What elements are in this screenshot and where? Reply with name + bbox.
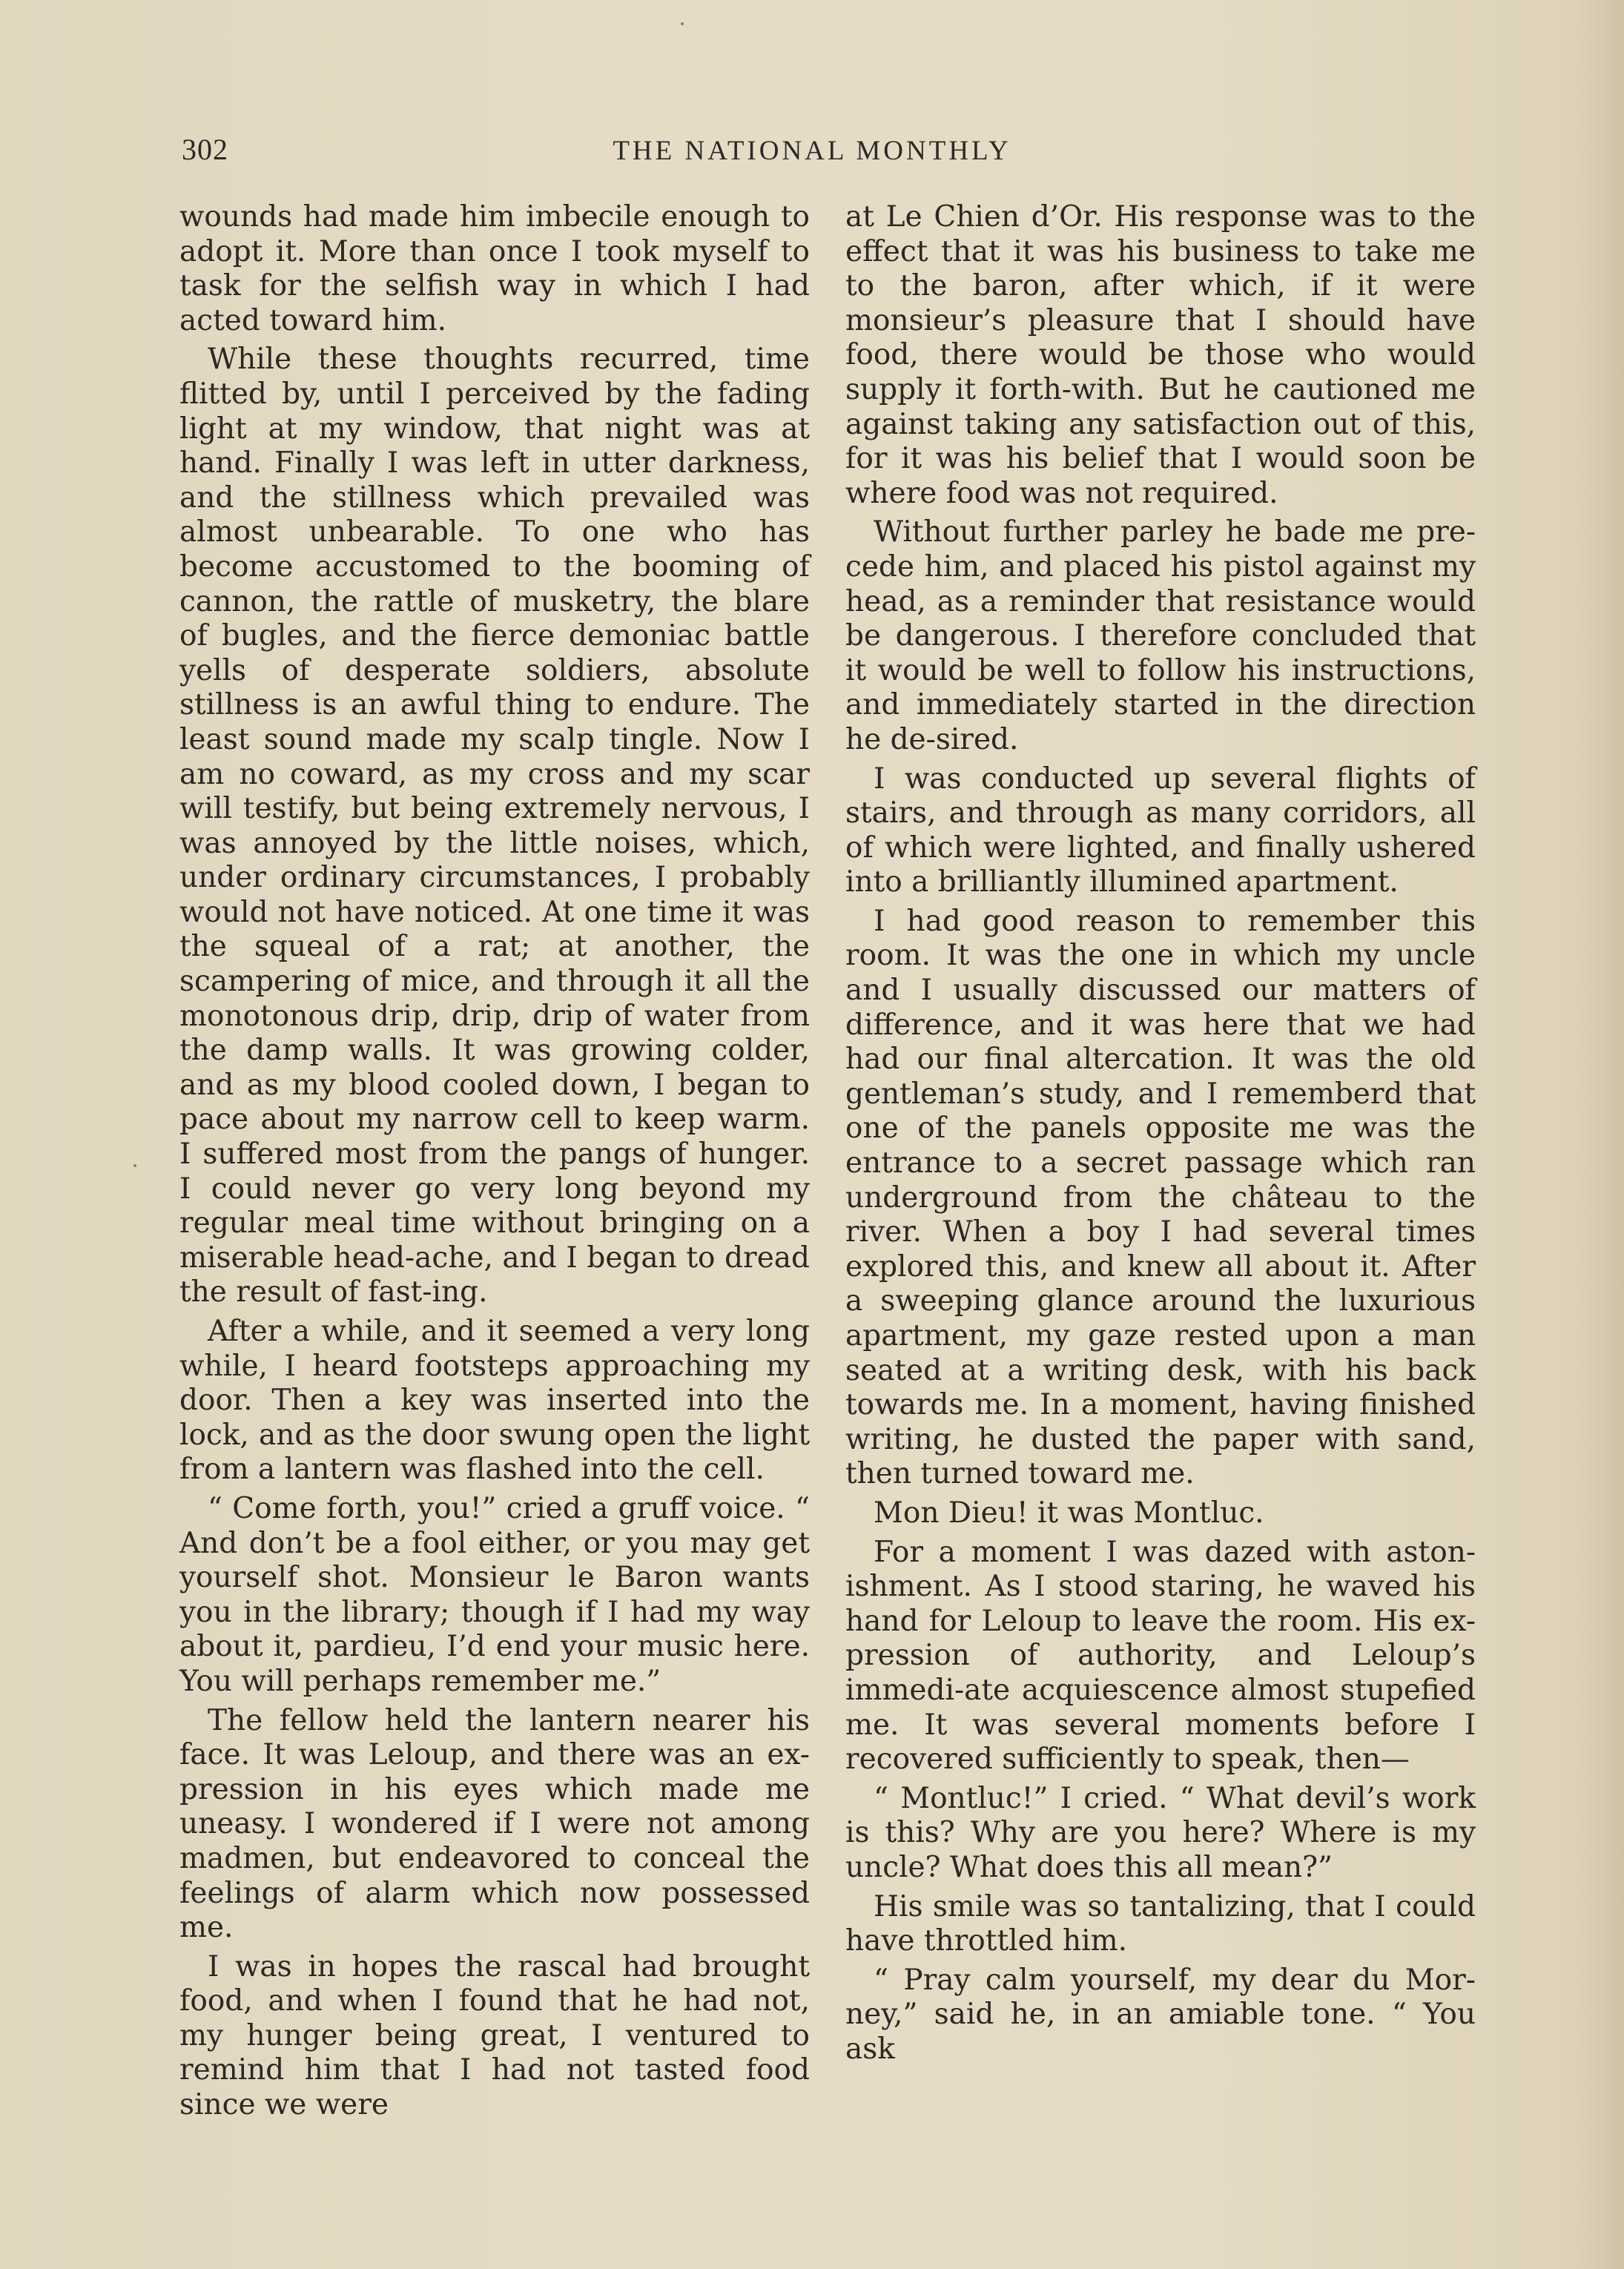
paragraph: at Le Chien d’Or. His response was to the effect that it was his business to take me to the baron, after which, if it were monsieur’s pleasure that I should have food, there would be those who would supply it forth-with. But he cautioned me against taking any satisfaction out of this, for it was his belief that I would soon be where food was not required.: [845, 200, 1476, 510]
paragraph: The fellow held the lantern nearer his face. It was Leloup, and there was an ex-pression in his eyes which made me uneasy. I wondered if I were not among madmen, but endeavored to conceal the feelings of alarm which now possessed me.: [179, 1703, 810, 1945]
right-column: [845, 200, 1476, 2067]
paragraph: Mon Dieu! it was Montluc.: [874, 1496, 1264, 1530]
paragraph: wounds had made him imbecile enough to adopt it. More than once I took myself to task for the selfish way in which I had acted toward him.: [179, 200, 810, 337]
paragraph: I was in hopes the rascal had brought food, and when I found that he had not, my hunger being great, I ventured to remind him that I had not tasted food since we were: [179, 1949, 810, 2122]
paragraph: His smile was so tantalizing, that I could have throttled him.: [845, 1889, 1476, 1958]
paragraph: After a while, and it seemed a very long while, I heard footsteps approaching my door. Then a key was inserted into the lock, and as the door swung open the light from a lantern was flashed into the cell.: [179, 1315, 810, 1487]
paragraph: I was conducted up several flights of stairs, and through as many corridors, all of which were lighted, and finally ushered into a brilliantly illumined apartment.: [845, 762, 1476, 899]
running-head: THE NATIONAL MONTHLY: [613, 136, 1011, 166]
paragraph: Without further parley he bade me pre-cede him, and placed his pistol against my head, as a reminder that resistance would be dangerous. I therefore concluded that it would be well to follow his instructions, and immediately started in the direction he de-sired.: [845, 515, 1476, 756]
paper-speck: [133, 1164, 136, 1167]
paper-speck: [681, 22, 684, 25]
paragraph: For a moment I was dazed with aston-ishment. As I stood staring, he waved his hand for Leloup to leave the room. His ex-pression of authority, and Leloup’s immedi-ate acquiescence almost stupefied me. It was several moments before I recovered sufficiently to speak, then—: [845, 1535, 1476, 1777]
paragraph: “ Pray calm yourself, my dear du Mor-ney,” said he, in an amiable tone. “ You ask: [845, 1963, 1476, 2066]
page-number: 302: [182, 133, 228, 166]
paragraph: “ Come forth, you!” cried a gruff voice. “ And don’t be a fool either, or you may get yourself shot. Monsieur le Baron wants you in the library; though if I had my way about it, pardieu, I’d end your music here. You will perhaps remember me.”: [179, 1491, 810, 1698]
paragraph: I had good reason to remember this room. It was the one in which my uncle and I usually discussed our matters of difference, and it was here that we had had our final altercation. It was the old gentleman’s study, and I rememberd that one of the panels opposite me was the entrance to a secret passage which ran underground from the château to the river. When a boy I had several times explored this, and knew all about it. After a sweeping glance around the luxurious apartment, my gaze rested upon a man seated at a writing desk, with his back towards me. In a moment, having finished writing, he dusted the paper with sand, then turned toward me.: [845, 904, 1476, 1491]
paragraph: “ Montluc!” I cried. “ What devil’s work is this? Why are you here? Where is my uncle? What does this all mean?”: [845, 1781, 1476, 1884]
left-column: [179, 200, 810, 2123]
paragraph: While these thoughts recurred, time flitted by, until I perceived by the fading light at my window, that night was at hand. Finally I was left in utter darkness, and the stillness which prevailed was almost unbearable. To one who has become accustomed to the booming of cannon, the rattle of musketry, the blare of bugles, and the fierce demoniac battle yells of desperate soldiers, absolute stillness is an awful thing to endure. The least sound made my scalp tingle. Now I am no coward, as my cross and my scar will testify, but being extremely nervous, I was annoyed by the little noises, which, under ordinary circumstances, I probably would not have noticed. At one time it was the squeal of a rat; at another, the scampering of mice, and through it all the monotonous drip, drip, drip of water from the damp walls. It was growing colder, and as my blood cooled down, I began to pace about my narrow cell to keep warm. I suffered most from the pangs of hunger. I could never go very long beyond my regular meal time without bringing on a miserable head-ache, and I began to dread the result of fast-ing.: [179, 343, 810, 1309]
